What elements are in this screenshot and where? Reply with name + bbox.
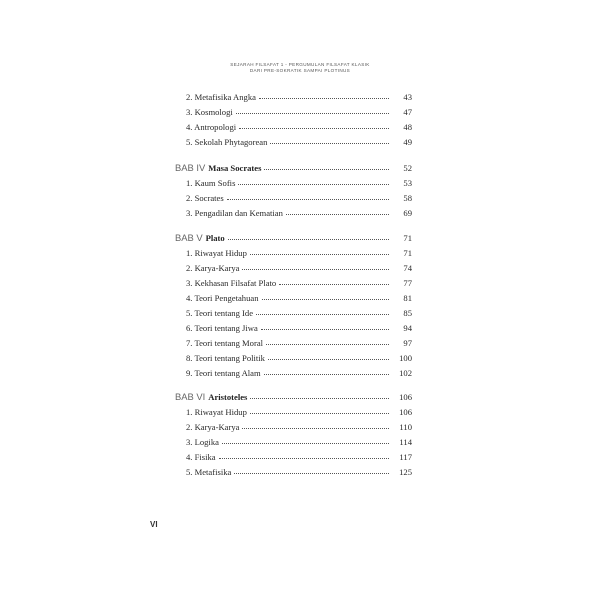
dot-leader — [262, 299, 389, 300]
toc-entry-page: 53 — [403, 178, 412, 188]
toc-entry-label: 4. Antropologi — [186, 122, 237, 132]
toc-entry-pengadilan-dan-kematian[interactable] — [186, 207, 412, 219]
toc-entry-page: 117 — [399, 452, 412, 462]
toc-entry-page: 49 — [403, 137, 412, 147]
dot-leader — [264, 169, 389, 170]
toc-entry-label: 1. Kaum Sofis — [186, 178, 236, 188]
toc-entry-page: 81 — [403, 293, 412, 303]
toc-entry-label: 5. Metafisika — [186, 467, 232, 477]
dot-leader — [242, 428, 389, 429]
toc-entry-page: 97 — [403, 338, 412, 348]
toc-entry-label: 8. Teori tentang Politik — [186, 353, 265, 363]
chapter-title: Aristoteles — [208, 392, 248, 402]
toc-entry-riwayat-hidup[interactable] — [186, 247, 412, 259]
dot-leader — [250, 398, 389, 399]
dot-leader — [268, 359, 389, 360]
toc-entry-page: 85 — [403, 308, 412, 318]
page-number: VI — [150, 520, 158, 529]
chapter-prefix: BAB IV — [175, 162, 206, 173]
dot-leader — [222, 443, 389, 444]
toc-entry-label: 4. Teori Pengetahuan — [186, 293, 259, 303]
dot-leader — [250, 413, 389, 414]
toc-entry-riwayat-hidup-aristoteles[interactable] — [186, 406, 412, 418]
toc-entry-page: 74 — [403, 263, 412, 273]
header-book-title: SEJARAH FILSAFAT 1 - PERGUMULAN FILSAFAT KLASIK — [230, 62, 370, 67]
toc-entry-page: 100 — [399, 353, 412, 363]
toc-entry-page: 94 — [403, 323, 412, 333]
toc-entry-label: 5. Teori tentang Ide — [186, 308, 254, 318]
toc-entry-socrates[interactable] — [186, 192, 412, 204]
toc-entry-label: 4. Fisika — [186, 452, 216, 462]
toc-entry-label: 7. Teori tentang Moral — [186, 338, 264, 348]
toc-entry-karya-karya[interactable] — [186, 262, 412, 274]
toc-entry-label: 1. Riwayat Hidup — [186, 407, 247, 417]
chapter-prefix: BAB V — [175, 232, 203, 243]
dot-leader — [286, 214, 389, 215]
toc-entry-label: 1. Riwayat Hidup — [186, 248, 247, 258]
dot-leader — [266, 344, 389, 345]
toc-entry-kekhasan-filsafat-plato[interactable] — [186, 277, 412, 289]
toc-entry-metafisika[interactable] — [186, 466, 412, 478]
toc-entry-antropologi[interactable] — [186, 121, 412, 133]
dot-leader — [228, 239, 389, 240]
toc-entry-label: 3. Pengadilan dan Kematian — [186, 208, 283, 218]
toc-entry-teori-tentang-ide[interactable] — [186, 307, 412, 319]
dot-leader — [238, 184, 389, 185]
toc-entry-teori-pengetahuan[interactable] — [186, 292, 412, 304]
toc-entry-teori-tentang-politik[interactable] — [186, 352, 412, 364]
chapter-title: Plato — [205, 233, 225, 243]
toc-entry-label: 5. Sekolah Phytagorean — [186, 137, 268, 147]
toc-entry-kaum-sofis[interactable] — [186, 177, 412, 189]
toc-entry-page: 77 — [403, 278, 412, 288]
dot-leader — [261, 329, 389, 330]
dot-leader — [259, 98, 389, 99]
toc-entry-page: 48 — [403, 122, 412, 132]
toc-entry-metafisika-angka[interactable] — [186, 91, 412, 103]
toc-entry-label: 2. Metafisika Angka — [186, 92, 256, 102]
toc-entry-label: 2. Socrates — [186, 193, 224, 203]
toc-entry-page: 110 — [399, 422, 412, 432]
toc-chapter-bab-iv[interactable] — [175, 162, 412, 174]
chapter-prefix: BAB VI — [175, 391, 206, 402]
toc-entry-page: 114 — [399, 437, 412, 447]
toc-entry-label: 9. Teori tentang Alam — [186, 368, 261, 378]
toc-chapter-bab-v[interactable] — [175, 232, 412, 244]
chapter-page: 106 — [399, 392, 412, 402]
dot-leader — [227, 199, 389, 200]
toc-entry-label: 3. Logika — [186, 437, 219, 447]
toc-entry-page: 102 — [399, 368, 412, 378]
toc-entry-page: 125 — [399, 467, 412, 477]
toc-entry-label: 3. Kekhasan Filsafat Plato — [186, 278, 277, 288]
toc-chapter-bab-vi[interactable] — [175, 391, 412, 403]
chapter-title: Masa Socrates — [208, 163, 262, 173]
dot-leader — [234, 473, 389, 474]
header-subtitle: DARI PRE-SOKRATIK SAMPAI PLOTINUS — [249, 68, 351, 73]
chapter-page: 52 — [403, 163, 412, 173]
dot-leader — [270, 143, 389, 144]
toc-entry-sekolah-phytagorean[interactable] — [186, 136, 412, 148]
dot-leader — [236, 113, 389, 114]
toc-entry-label: 3. Kosmologi — [186, 107, 233, 117]
toc-entry-teori-tentang-jiwa[interactable] — [186, 322, 412, 334]
toc-entry-page: 69 — [403, 208, 412, 218]
toc-entry-label: 2. Karya-Karya — [186, 263, 240, 273]
toc-entry-page: 47 — [403, 107, 412, 117]
dot-leader — [264, 374, 389, 375]
dot-leader — [242, 269, 389, 270]
toc-entry-teori-tentang-moral[interactable] — [186, 337, 412, 349]
toc-entry-fisika[interactable] — [186, 451, 412, 463]
toc-entry-logika[interactable] — [186, 436, 412, 448]
dot-leader — [239, 128, 389, 129]
toc-entry-page: 106 — [399, 407, 412, 417]
toc-entry-page: 43 — [403, 92, 412, 102]
toc-entry-teori-tentang-alam[interactable] — [186, 367, 412, 379]
toc-entry-karya-karya-aristoteles[interactable] — [186, 421, 412, 433]
dot-leader — [219, 458, 389, 459]
toc-entry-label: 2. Karya-Karya — [186, 422, 240, 432]
toc-entry-page: 58 — [403, 193, 412, 203]
chapter-page: 71 — [403, 233, 412, 243]
dot-leader — [250, 254, 389, 255]
toc-entry-page: 71 — [403, 248, 412, 258]
toc-entry-kosmologi[interactable] — [186, 106, 412, 118]
dot-leader — [279, 284, 389, 285]
toc-entry-label: 6. Teori tentang Jiwa — [186, 323, 258, 333]
dot-leader — [256, 314, 389, 315]
